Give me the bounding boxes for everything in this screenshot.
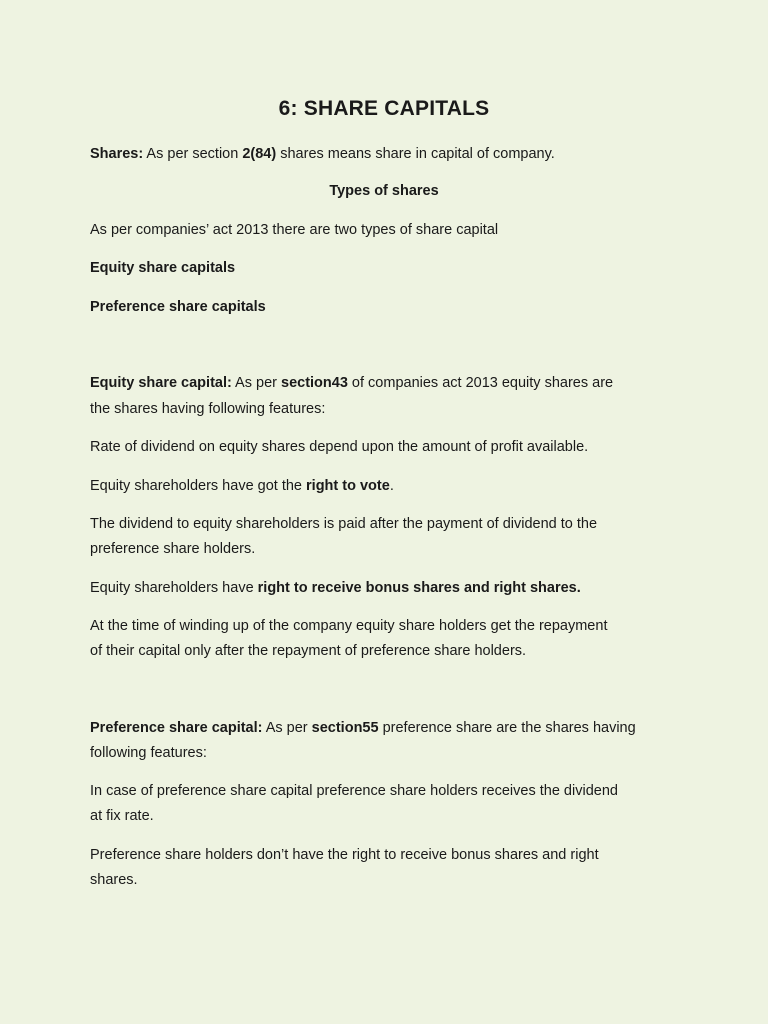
equity-point-3-line2: preference share holders.	[90, 541, 256, 557]
preference-point-2-line2: shares.	[90, 872, 138, 888]
type-preference: Preference share capitals	[90, 299, 266, 315]
equity-text-1: As per	[231, 375, 281, 391]
equity-text-2: of companies act 2013 equity shares are	[347, 375, 614, 391]
preference-point-1-line1: In case of preference share capital preference share holders receives the dividend	[90, 783, 618, 799]
preference-heading-line2: following features:	[90, 745, 207, 761]
equity-point-4-bold: right to receive bonus shares and right shares.	[257, 580, 581, 596]
shares-section: 2(84)	[242, 146, 277, 162]
preference-label: Preference share capital:	[90, 720, 263, 736]
shares-label: Shares:	[90, 146, 144, 162]
preference-heading	[90, 716, 690, 741]
equity-point-3-line1: The dividend to equity shareholders is paid after the payment of dividend to the	[90, 516, 598, 532]
preference-section: section55	[311, 720, 379, 736]
page-title: 6: SHARE CAPITALS	[278, 97, 490, 120]
equity-label: Equity share capital:	[90, 375, 232, 391]
equity-point-2	[90, 474, 690, 499]
equity-point-2-pre: Equity shareholders have got the	[90, 478, 307, 494]
equity-heading	[90, 371, 690, 396]
shares-definition	[90, 142, 690, 167]
equity-point-5-line2: of their capital only after the repayment of preference share holders.	[90, 643, 527, 659]
preference-point-1-line2: at fix rate.	[90, 808, 154, 824]
shares-text-2: shares means share in capital of company.	[276, 146, 555, 162]
equity-heading-line2: the shares having following features:	[90, 401, 326, 417]
equity-point-2-post: .	[389, 478, 394, 494]
equity-point-1: Rate of dividend on equity shares depend upon the amount of profit available.	[90, 439, 589, 455]
equity-section: section43	[281, 375, 348, 391]
types-heading: Types of shares	[329, 183, 439, 199]
equity-point-4-pre: Equity shareholders have	[90, 580, 258, 596]
equity-point-4	[90, 576, 690, 601]
preference-point-2-line1: Preference share holders don’t have the right to receive bonus shares and right	[90, 847, 599, 863]
preference-text-2: preference share are the shares having	[378, 720, 636, 736]
shares-text-1: As per section	[143, 146, 243, 162]
preference-text-1: As per	[262, 720, 312, 736]
intro-text: As per companies’ act 2013 there are two types of share capital	[90, 222, 499, 238]
equity-point-2-bold: right to vote	[306, 478, 390, 494]
type-equity: Equity share capitals	[90, 260, 236, 276]
equity-point-5-line1: At the time of winding up of the company equity share holders get the repayment	[90, 618, 608, 634]
